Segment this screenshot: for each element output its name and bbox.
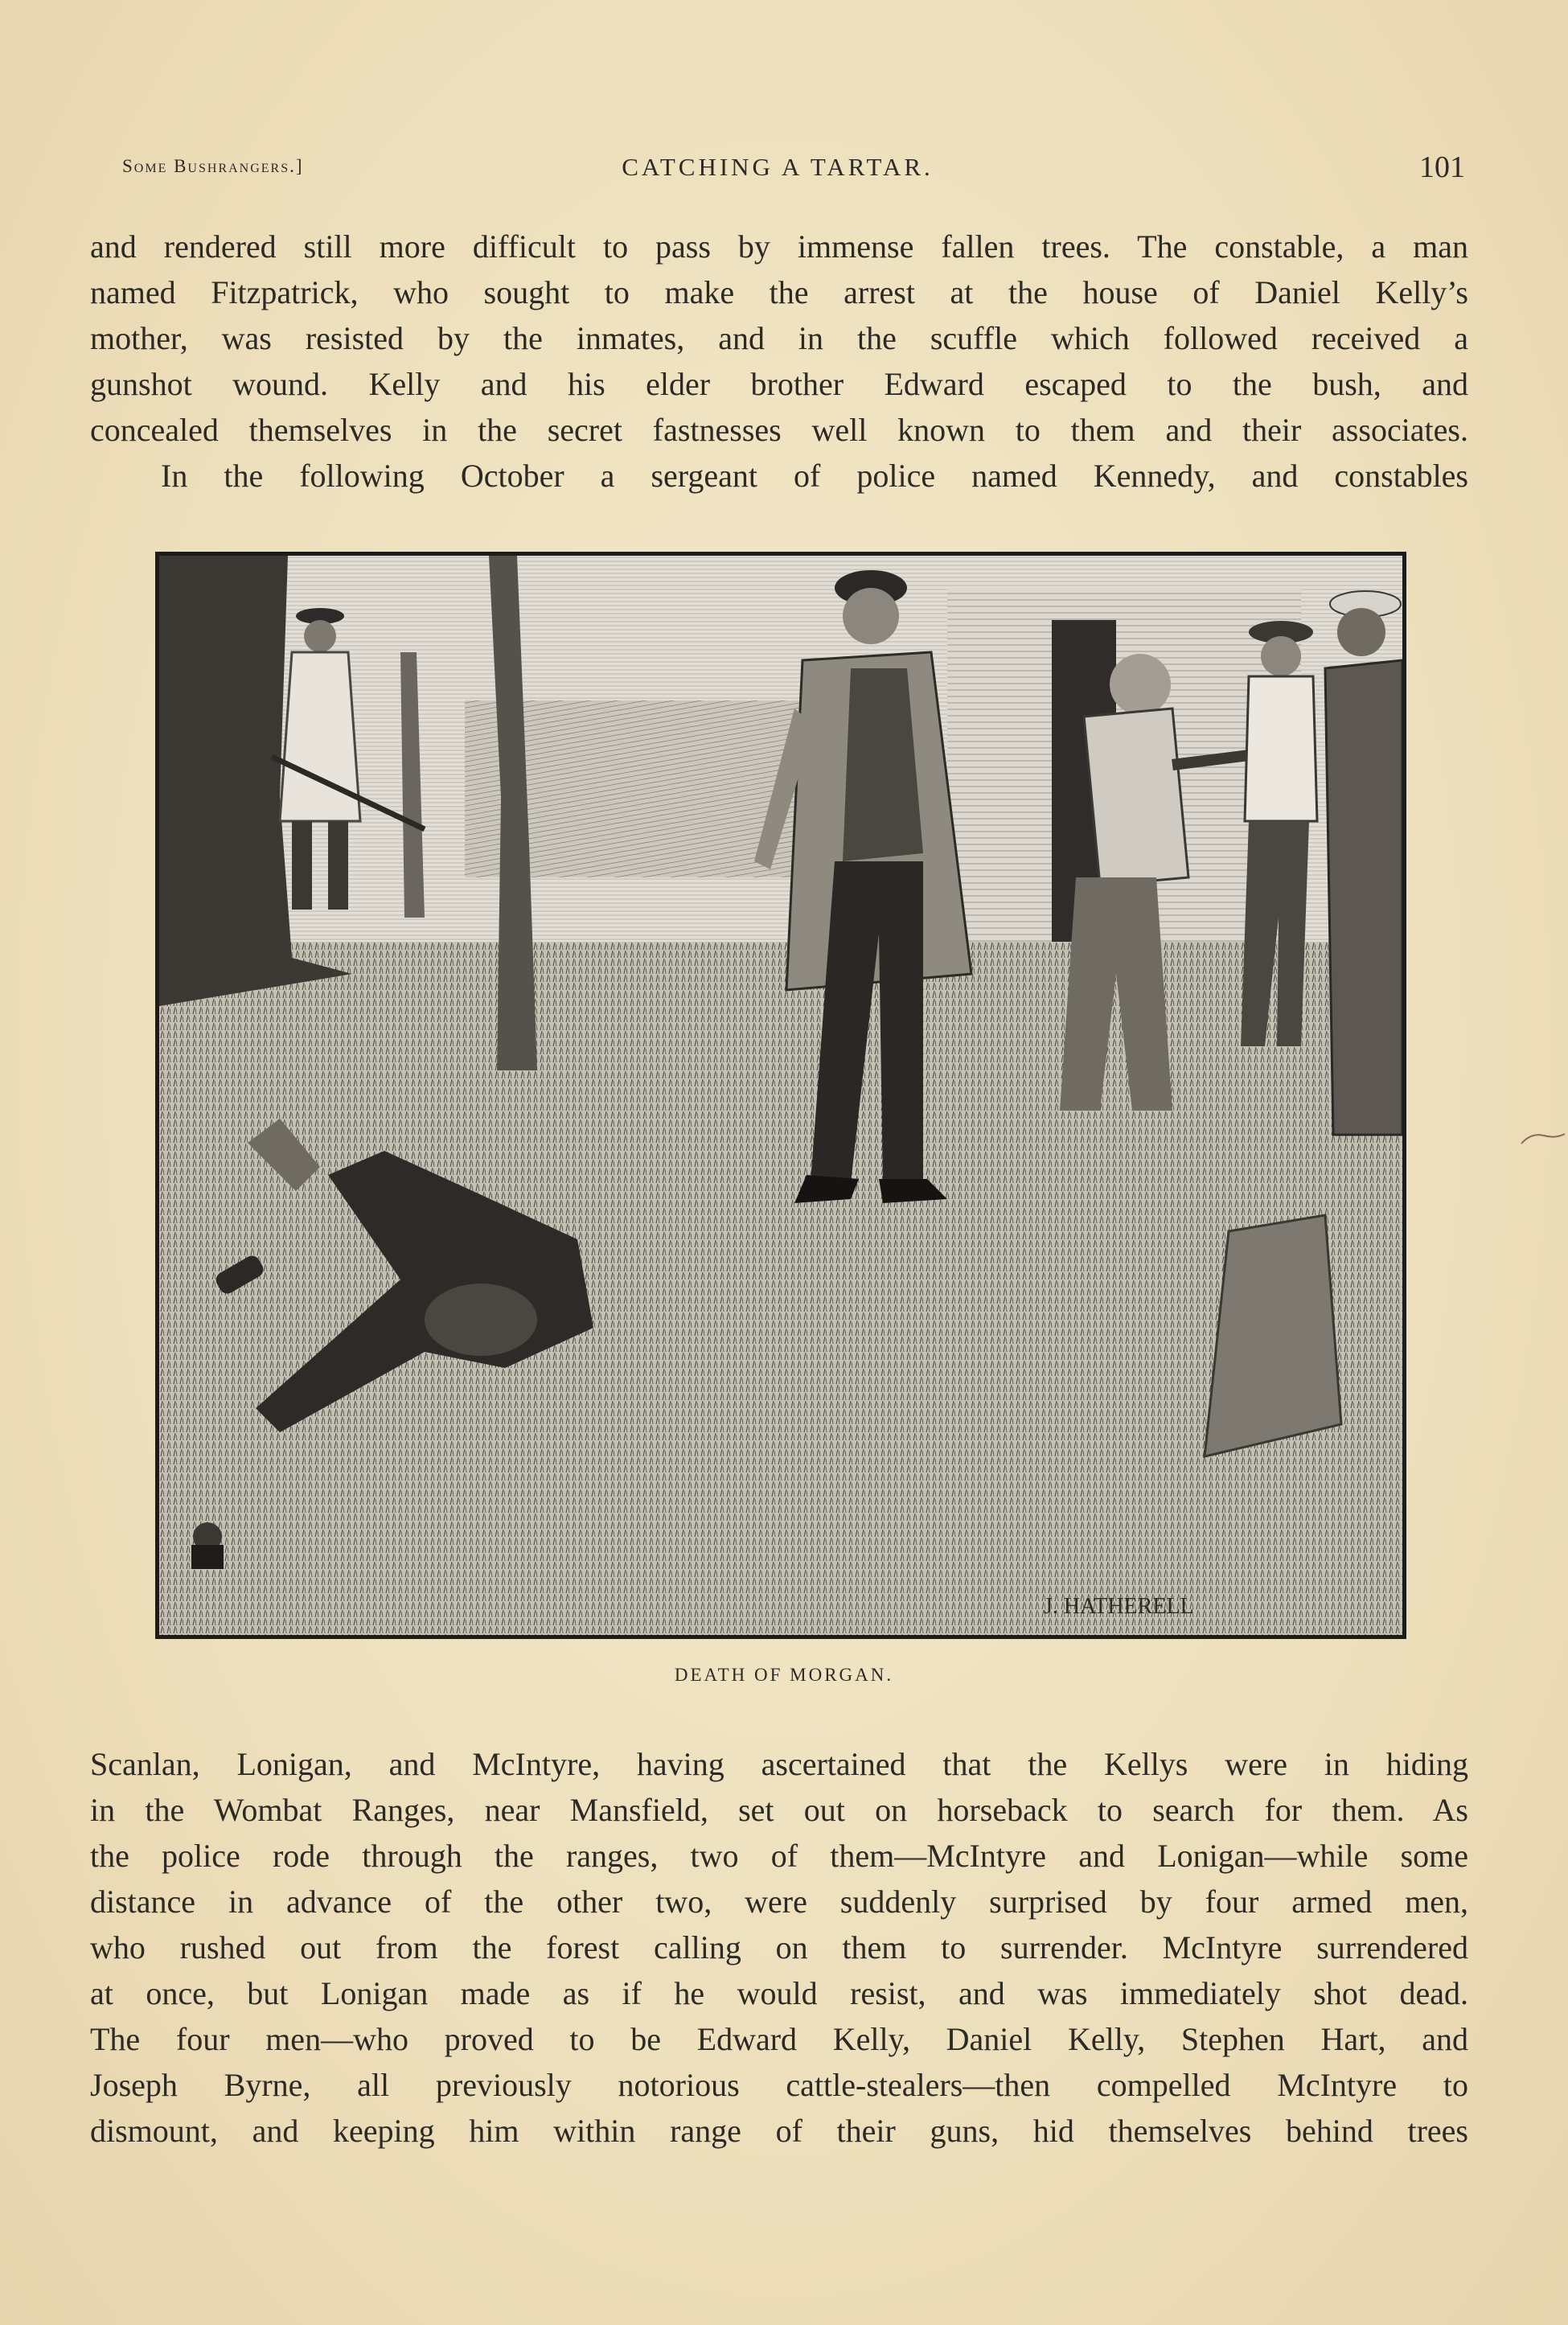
text-line: at once, but Lonigan made as if he would resist, and was immediately shot dead. bbox=[90, 1975, 1468, 2011]
text-line: who rushed out from the forest calling on them to surrender. McIntyre surrendered bbox=[90, 1929, 1468, 1966]
text-line: Scanlan, Lonigan, and McIntyre, having ascertained that the Kellys were in hiding bbox=[90, 1746, 1468, 1782]
text-line: concealed themselves in the secret fastnesses well known to them and their associates. bbox=[90, 412, 1468, 448]
running-head-left: Some Bushrangers.] bbox=[122, 156, 304, 176]
body-text-top bbox=[90, 224, 1468, 499]
engraving-illustration bbox=[155, 552, 1406, 1639]
running-header bbox=[90, 150, 1465, 187]
running-head-title: CATCHING A TARTAR. bbox=[622, 153, 934, 181]
text-line: named Fitzpatrick, who sought to make the arrest at the house of Daniel Kelly’s bbox=[90, 274, 1468, 310]
text-line: distance in advance of the other two, were suddenly surprised by four armed men, bbox=[90, 1883, 1468, 1920]
engraver-signature: J. HATHERELL bbox=[1044, 1594, 1194, 1619]
text-line: In the following October a sergeant of police named Kennedy, and constables bbox=[161, 458, 1468, 494]
figure-caption: DEATH OF MORGAN. bbox=[674, 1665, 894, 1685]
text-line: and rendered still more difficult to pass by immense fallen trees. The constable, a man bbox=[90, 228, 1468, 265]
margin-pencil-mark bbox=[1520, 1128, 1566, 1147]
text-line: dismount, and keeping him within range of their guns, hid themselves behind trees bbox=[90, 2113, 1468, 2149]
text-line: gunshot wound. Kelly and his elder brother Edward escaped to the bush, and bbox=[90, 366, 1468, 402]
body-text-bottom bbox=[90, 1741, 1468, 2154]
text-line: the police rode through the ranges, two of them—McIntyre and Lonigan—while some bbox=[90, 1838, 1468, 1874]
page-number: 101 bbox=[1419, 150, 1465, 184]
text-line: The four men—who proved to be Edward Kelly, Daniel Kelly, Stephen Hart, and bbox=[90, 2021, 1468, 2057]
text-line: mother, was resisted by the inmates, and in the scuffle which followed received a bbox=[90, 320, 1468, 356]
engraving-scene bbox=[159, 556, 1402, 1635]
text-line: Joseph Byrne, all previously notorious cattle-stealers—then compelled McIntyre to bbox=[90, 2067, 1468, 2103]
text-line: in the Wombat Ranges, near Mansfield, set out on horseback to search for them. As bbox=[90, 1792, 1468, 1828]
